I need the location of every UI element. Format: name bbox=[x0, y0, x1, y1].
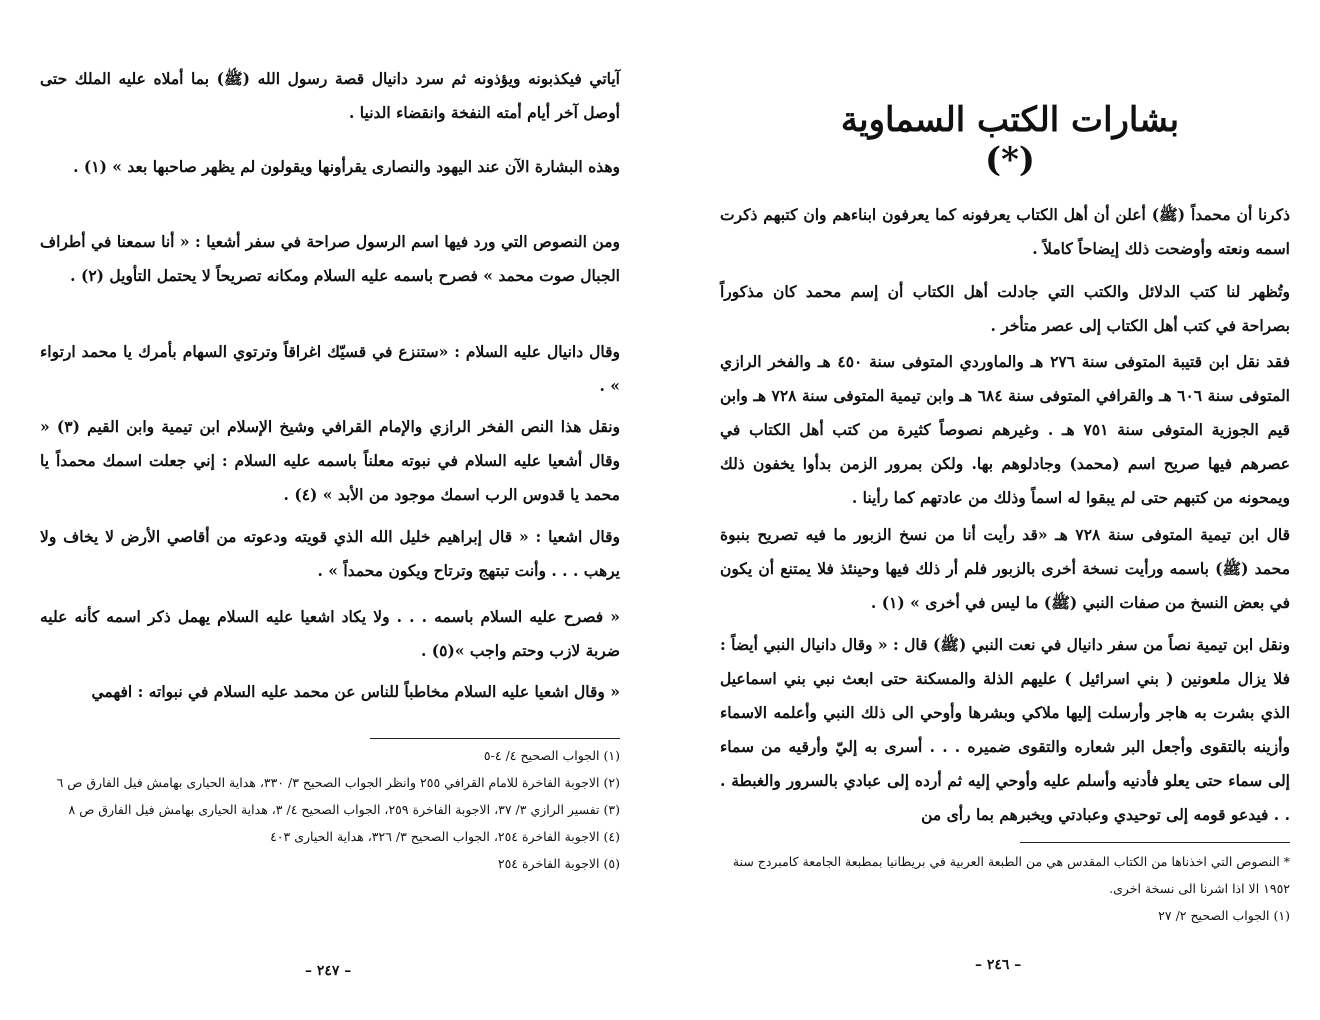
page-number: – ٢٤٦ – bbox=[975, 957, 1022, 973]
footnote: (٤) الاجوبة الفاخرة ٢٥٤، الجواب الصحيح ٣/ ٣٢٦، هداية الحيارى ٤٠٣ bbox=[270, 829, 620, 844]
left-paragraph-1: آياتي فيكذبونه ويؤذونه ثم سرد دانيال قصة رسول الله (ﷺ) بما أملاه عليه الملك حتى أوصل آخر أيام أمته النفخة وانقضاء الدنيا . bbox=[40, 69, 620, 122]
right-paragraph-2: وتُظهر لنا كتب الدلائل والكتب التي جادلت أهل الكتاب أن إسم محمد كان مذكوراً بصراحة في كتب أهل الكتاب إلى عصر متأخر . bbox=[720, 282, 1290, 335]
left-paragraph-7: « فصرح عليه السلام باسمه . . . ولا يكاد اشعيا عليه السلام يهمل ذكر اسمه كأنه عليه ضربة لازب وحتم واجب »(٥) . bbox=[40, 607, 620, 660]
left-footnotes bbox=[40, 742, 620, 877]
right-footnotes bbox=[720, 848, 1290, 929]
footnote: (٣) تفسير الرازي ٣/ ٣٧، الاجوبة الفاخرة ٢٥٩، الجواب الصحيح ٤/ ٣، هداية الحيارى بهامش فيل الفارق ص ٨ bbox=[68, 802, 620, 817]
page-number: – ٢٤٧ – bbox=[305, 963, 352, 979]
left-paragraph-2: وهذه البشارة الآن عند اليهود والنصارى يقرأونها ويقولون لم يظهر صاحبها بعد » (١) . bbox=[73, 157, 620, 176]
footnote: (١) الجواب الصحيح ٤/ ٤-٥ bbox=[483, 748, 620, 763]
left-paragraph-6: وقال اشعيا : « قال إبراهيم خليل الله الذي قويته ودعوته من أقاصي الأرض لا يخاف ولا يرهب . . . وأنت تبتهج وترتاح ويكون محمداً » . bbox=[40, 527, 620, 580]
left-page bbox=[40, 0, 620, 1020]
footnote: (٥) الاجوبة الفاخرة ٢٥٤ bbox=[497, 856, 620, 871]
left-paragraph-4: وقال دانيال عليه السلام : «ستنزع في قسيّك اغراقاً وترتوي السهام بأمرك يا محمد ارتواء » . bbox=[40, 342, 620, 395]
footnote-separator bbox=[1020, 842, 1290, 843]
right-paragraph-3: فقد نقل ابن قتيبة المتوفى سنة ٢٧٦ هـ والماوردي المتوفى سنة ٤٥٠ هـ والفخر الرازي المتوفى سنة ٦٠٦ هـ والقرافي المتوفى سنة ٦٨٤ هـ وابن تيمية المتوفى سنة ٧٢٨ هـ وابن قيم الجوزية المتوفى سنة ٧٥١ هـ . وغيرهم نصوصاً كثيرة من كتب أهل الكتاب في عصرهم فيها صريح اسم (محمد) وجادلوهم بها. ولكن بمرور الزمن بدأوا يخفون ذلك ويمحونه من كتبهم حتى لم يبقوا له اسماً وذلك من عادتهم كما رأينا . bbox=[720, 352, 1290, 507]
right-paragraph-5: ونقل ابن تيمية نصاً من سفر دانيال في نعت النبي (ﷺ) قال : « وقال دانيال النبي أيضاً : فلا يزال ملعونين ( بني اسرائيل ) عليهم الذلة والمسكنة حتى ابعث نبي بني اسماعيل الذي بشرت به هاجر وأرسلت إليها ملاكي وبشرها وأوحي الى ذلك النبي وأعلمه الاسماء وأزينه بالتقوى وأجعل البر شعاره والتقوى ضميره . . . أسرى به إليّ وأرقيه من سماء إلى سماء حتى يعلو فأدنيه وأسلم عليه وأوحي إليه ثم أرده إلى عبادي بالسرور والغبطة . . . فيدعو قومه إلى توحيدي وعبادتي ويخبرهم بما رأى من bbox=[720, 635, 1290, 824]
left-paragraph-3: ومن النصوص التي ورد فيها اسم الرسول صراحة في سفر أشعيا : « أنا سمعنا في أطراف الجبال صوت محمد » فصرح باسمه عليه السلام ومكانه تصريحاً لا يحتمل التأويل (٢) . bbox=[40, 232, 620, 285]
right-paragraph-4: قال ابن تيمية المتوفى سنة ٧٢٨ هـ «قد رأيت أنا من نسخ الزبور ما فيه تصريح بنبوة محمد (ﷺ) باسمه ورأيت نسخة أخرى بالزبور فلم أر ذلك فيها وحينئذ فلا يمتنع أن يكون في بعض النسخ من صفات النبي (ﷺ) ما ليس في أخرى » (١) . bbox=[720, 525, 1290, 612]
footnote: (١) الجواب الصحيح ٢/ ٢٧ bbox=[1158, 908, 1290, 923]
left-paragraph-5: ونقل هذا النص الفخر الرازي والإمام القرافي وشيخ الإسلام ابن تيمية وابن القيم (٣) « وقال أشعيا عليه السلام في نبوته معلناً باسمه عليه السلام : إني جعلت اسمك محمداً يا محمد يا قدوس الرب اسمك موجود من الأبد » (٤) . bbox=[40, 417, 620, 504]
chapter-title: بشارات الكتب السماوية (*) bbox=[840, 100, 1180, 180]
footnote: (٢) الاجوبة الفاخرة للامام القرافي ٢٥٥ وانظر الجواب الصحيح ٣/ ٣٣٠، هداية الحيارى بهامش فيل الفارق ص ٦ bbox=[56, 775, 620, 790]
right-paragraph-1: ذكرنا أن محمداً (ﷺ) أعلن أن أهل الكتاب يعرفونه كما يعرفون ابناءهم وان كتبهم ذكرت اسمه ونعته وأوضحت ذلك إيضاحاً كاملاً . bbox=[720, 205, 1290, 258]
footnote-separator bbox=[370, 738, 620, 739]
right-page bbox=[720, 0, 1290, 1020]
footnote: * النصوص التي اخذناها من الكتاب المقدس هي من الطبعة العربية في بريطانيا بمطبعة الجامعة كامبردج سنة ١٩٥٢ الا اذا اشرنا الى نسخة اخرى. bbox=[732, 854, 1290, 896]
left-paragraph-8: « وقال اشعيا عليه السلام مخاطباً للناس عن محمد عليه السلام في نبواته : افهمي bbox=[91, 682, 620, 701]
